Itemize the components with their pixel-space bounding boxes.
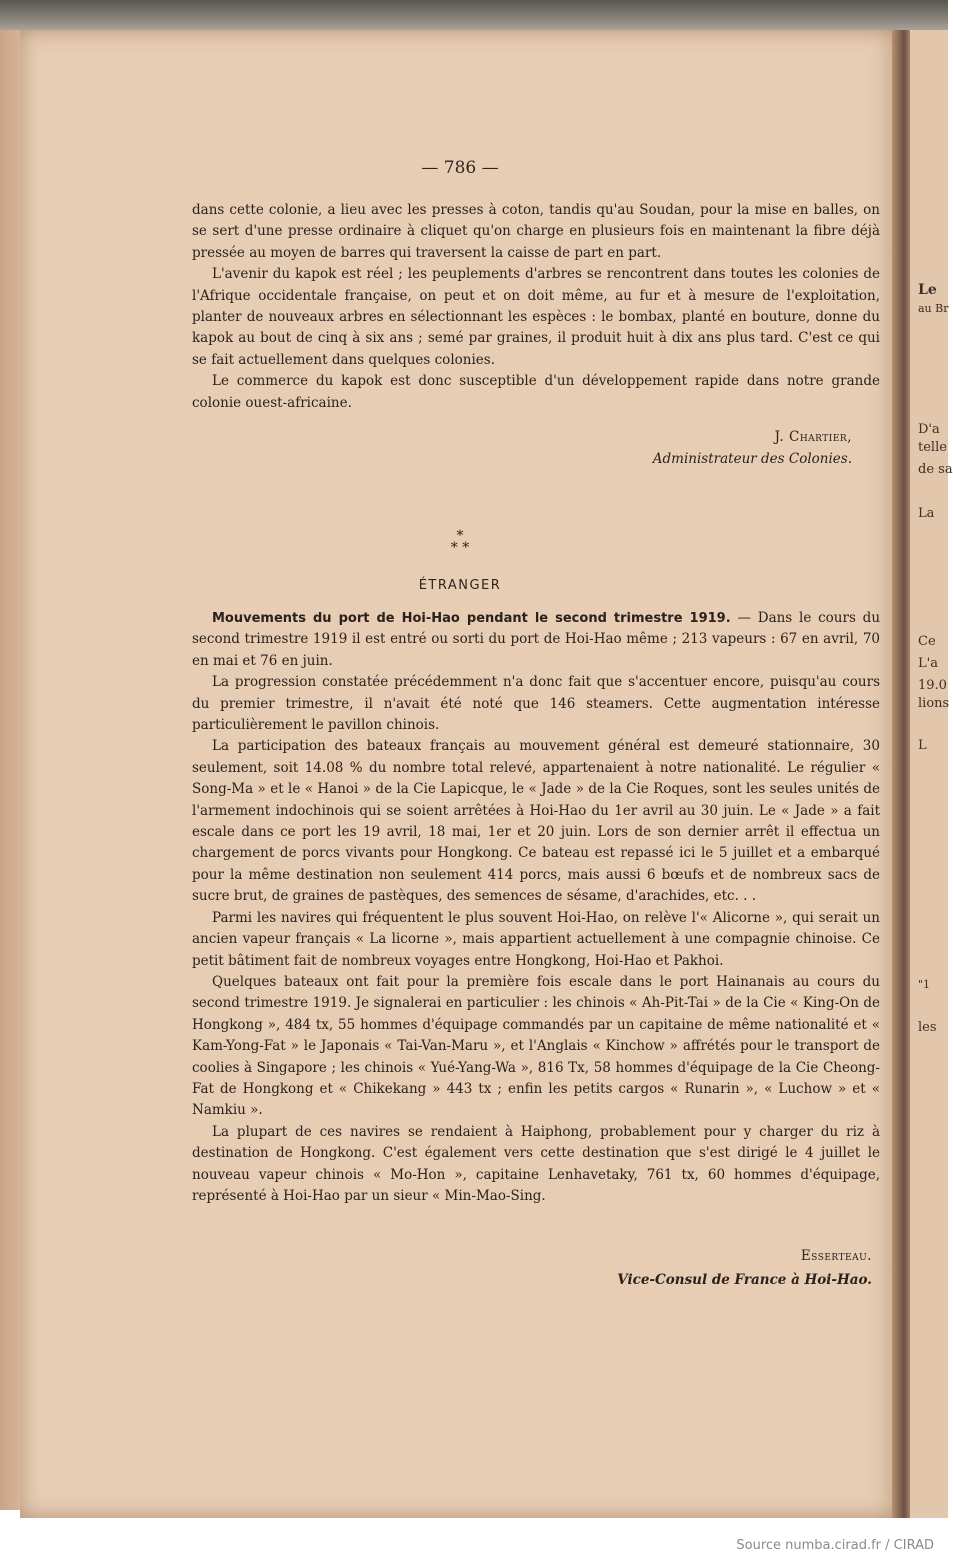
source-credit: Source numba.cirad.fr / CIRAD <box>736 1538 934 1553</box>
paragraph: dans cette colonie, a lieu avec les presses à coton, tandis qu'au Soudan, pour la mise en balles, on se sert d'une presse ordinaire à cliquet qu'on charge en plusieurs fois en maintenant la fibre déjà pressée au moyen de barres qui traversent la caisse de part en part. <box>192 202 880 261</box>
fragment: au Br <box>918 302 949 315</box>
paragraph: La participation des bateaux français au mouvement général est demeuré stationnaire, 30 seulement, soit 14.08 % du nombre total relevé, appartenaient à notre nationalité. Le régulier « Song-Ma » et le « Hanoi » de la Cie Lapicque, le « Jade » de la Cie Roques, sont les seules unités de l'armement indochinois qui se soient arrêtées à Hoi-Hao du 1er avril au 30 juin. Le « Jade » a fait escale dans ce port les 19 avril, 18 mai, 1er et 20 juin. Lors de son dernier arrêt il effectua un chargement de porcs vivants pour Hongkong. Ce bateau est repassé ici le 5 juillet et a embarqué pour la même destination non seulement 414 porcs, mais aussi 6 bœufs et de nombreux sacs de sucre brut, de graines de pastèques, des semences de sésame, d'arachides, etc. . . <box>192 738 880 905</box>
fragment: de sa <box>918 462 953 477</box>
paragraph: Parmi les navires qui fréquentent le plus souvent Hoi-Hao, on relève l'« Alicorne », qui serait un ancien vapeur français « La licorne », mais appartient actuellement à une compagnie chinoise. Ce petit bâtiment fait de nombreux voyages entre Hongkong, Hoi-Hao et Pakhoi. <box>192 909 880 969</box>
paragraph: La progression constatée précédemment n'a donc fait que s'accentuer encore, puisqu'au cours du premier trimestre, il n'avait été noté que 146 steamers. Cette augmentation intéresse particulièrement le pavillon chinois. <box>192 674 880 734</box>
fragment: telle <box>918 440 947 455</box>
lead-paragraph <box>192 608 880 672</box>
book-top-edge <box>0 0 948 34</box>
fragment: La <box>918 506 935 521</box>
fragment: L'a <box>918 656 938 671</box>
section-heading: ÉTRANGER <box>418 578 502 593</box>
signature-chartier <box>653 426 852 470</box>
separator-top-star: * <box>456 528 464 544</box>
paragraph: Quelques bateaux ont fait pour la première fois escale dans le port Hainanais au cours du second trimestre 1919. Je signalerai en particulier : les chinois « Ah-Pit-Tai » de la Cie « King-On de Hongkong », 484 tx, 55 hommes d'équipage commandés par un capitaine de même nationalité et « Kam-Yong-Fat » le Japonais « Tai-Van-Maru », et l'Anglais « Kinchow » affrétés pour le transport de coolies à Singapore ; les chinois « Yué-Yang-Wa », 816 Tx, 58 hommes d'équipage de la Cie Cheong-Fat de Hongkong et « Chikekang » 443 tx ; enfin les petits cargos « Runarin », « Luchow » et « Namkiu ». <box>192 973 880 1119</box>
fragment: D'a <box>918 422 940 437</box>
fragment: lions <box>918 696 950 711</box>
article-kapok <box>192 200 880 414</box>
fragment: Le <box>918 282 937 298</box>
paragraph: L'avenir du kapok est réel ; les peuplements d'arbres se rencontrent dans toutes les colonies de l'Afrique occidentale française, on peut et on doit même, au fur et à mesure de l'exploitation, planter de nouveaux arbres en sélectionnant les espèces : le bombax, planté en bouture, donne du kapok au bout de cinq à six ans ; semé par graines, il produit huit à dix ans plus tard. C'est ce qui se fait actuellement dans quelques colonies. <box>192 266 880 368</box>
signature-name: Esserteau. <box>800 1248 872 1264</box>
facing-page-fragment <box>910 30 953 1518</box>
page-number: — 786 — <box>421 158 499 178</box>
fragment: "1 <box>918 978 931 991</box>
lead-paragraph-text: — Dans le cours du second trimestre 1919 il est entré ou sorti du port de Hoi-Hao même ; 213 vapeurs : 67 en avril, 70 en mai et 76 en juin. <box>192 610 881 669</box>
fragment: 19.0 <box>918 678 947 693</box>
signature-esserteau <box>617 1244 872 1292</box>
paragraph: Le commerce du kapok est donc susceptible d'un développement rapide dans notre grande colonie ouest-africaine. <box>192 373 880 411</box>
article-lead-title: Mouvements du port de Hoi-Hao pendant le second trimestre 1919. <box>212 611 731 626</box>
section-separator <box>20 530 900 554</box>
article-hoi-hao <box>192 608 880 1207</box>
separator-bottom-stars: * * <box>450 540 470 556</box>
paragraph: La plupart de ces navires se rendaient à Haiphong, probablement pour y charger du riz à destination de Hongkong. C'est également vers cette destination que s'est dirigé le 4 juillet le nouveau vapeur chinois « Mo-Hon », capitaine Lenhavetaky, 761 tx, 60 hommes d'équipage, représenté à Hoi-Hao par un sieur « Min-Mao-Sing. <box>192 1123 880 1204</box>
fragment: les <box>918 1020 937 1035</box>
signature-name: J. Chartier, <box>774 429 852 445</box>
fragment: L <box>918 738 927 753</box>
signature-role: Vice-Consul de France à Hoi-Hao. <box>617 1272 872 1288</box>
signature-role: Administrateur des Colonies. <box>652 451 852 467</box>
fragment: Ce <box>918 634 936 649</box>
scanned-page <box>20 30 900 1518</box>
